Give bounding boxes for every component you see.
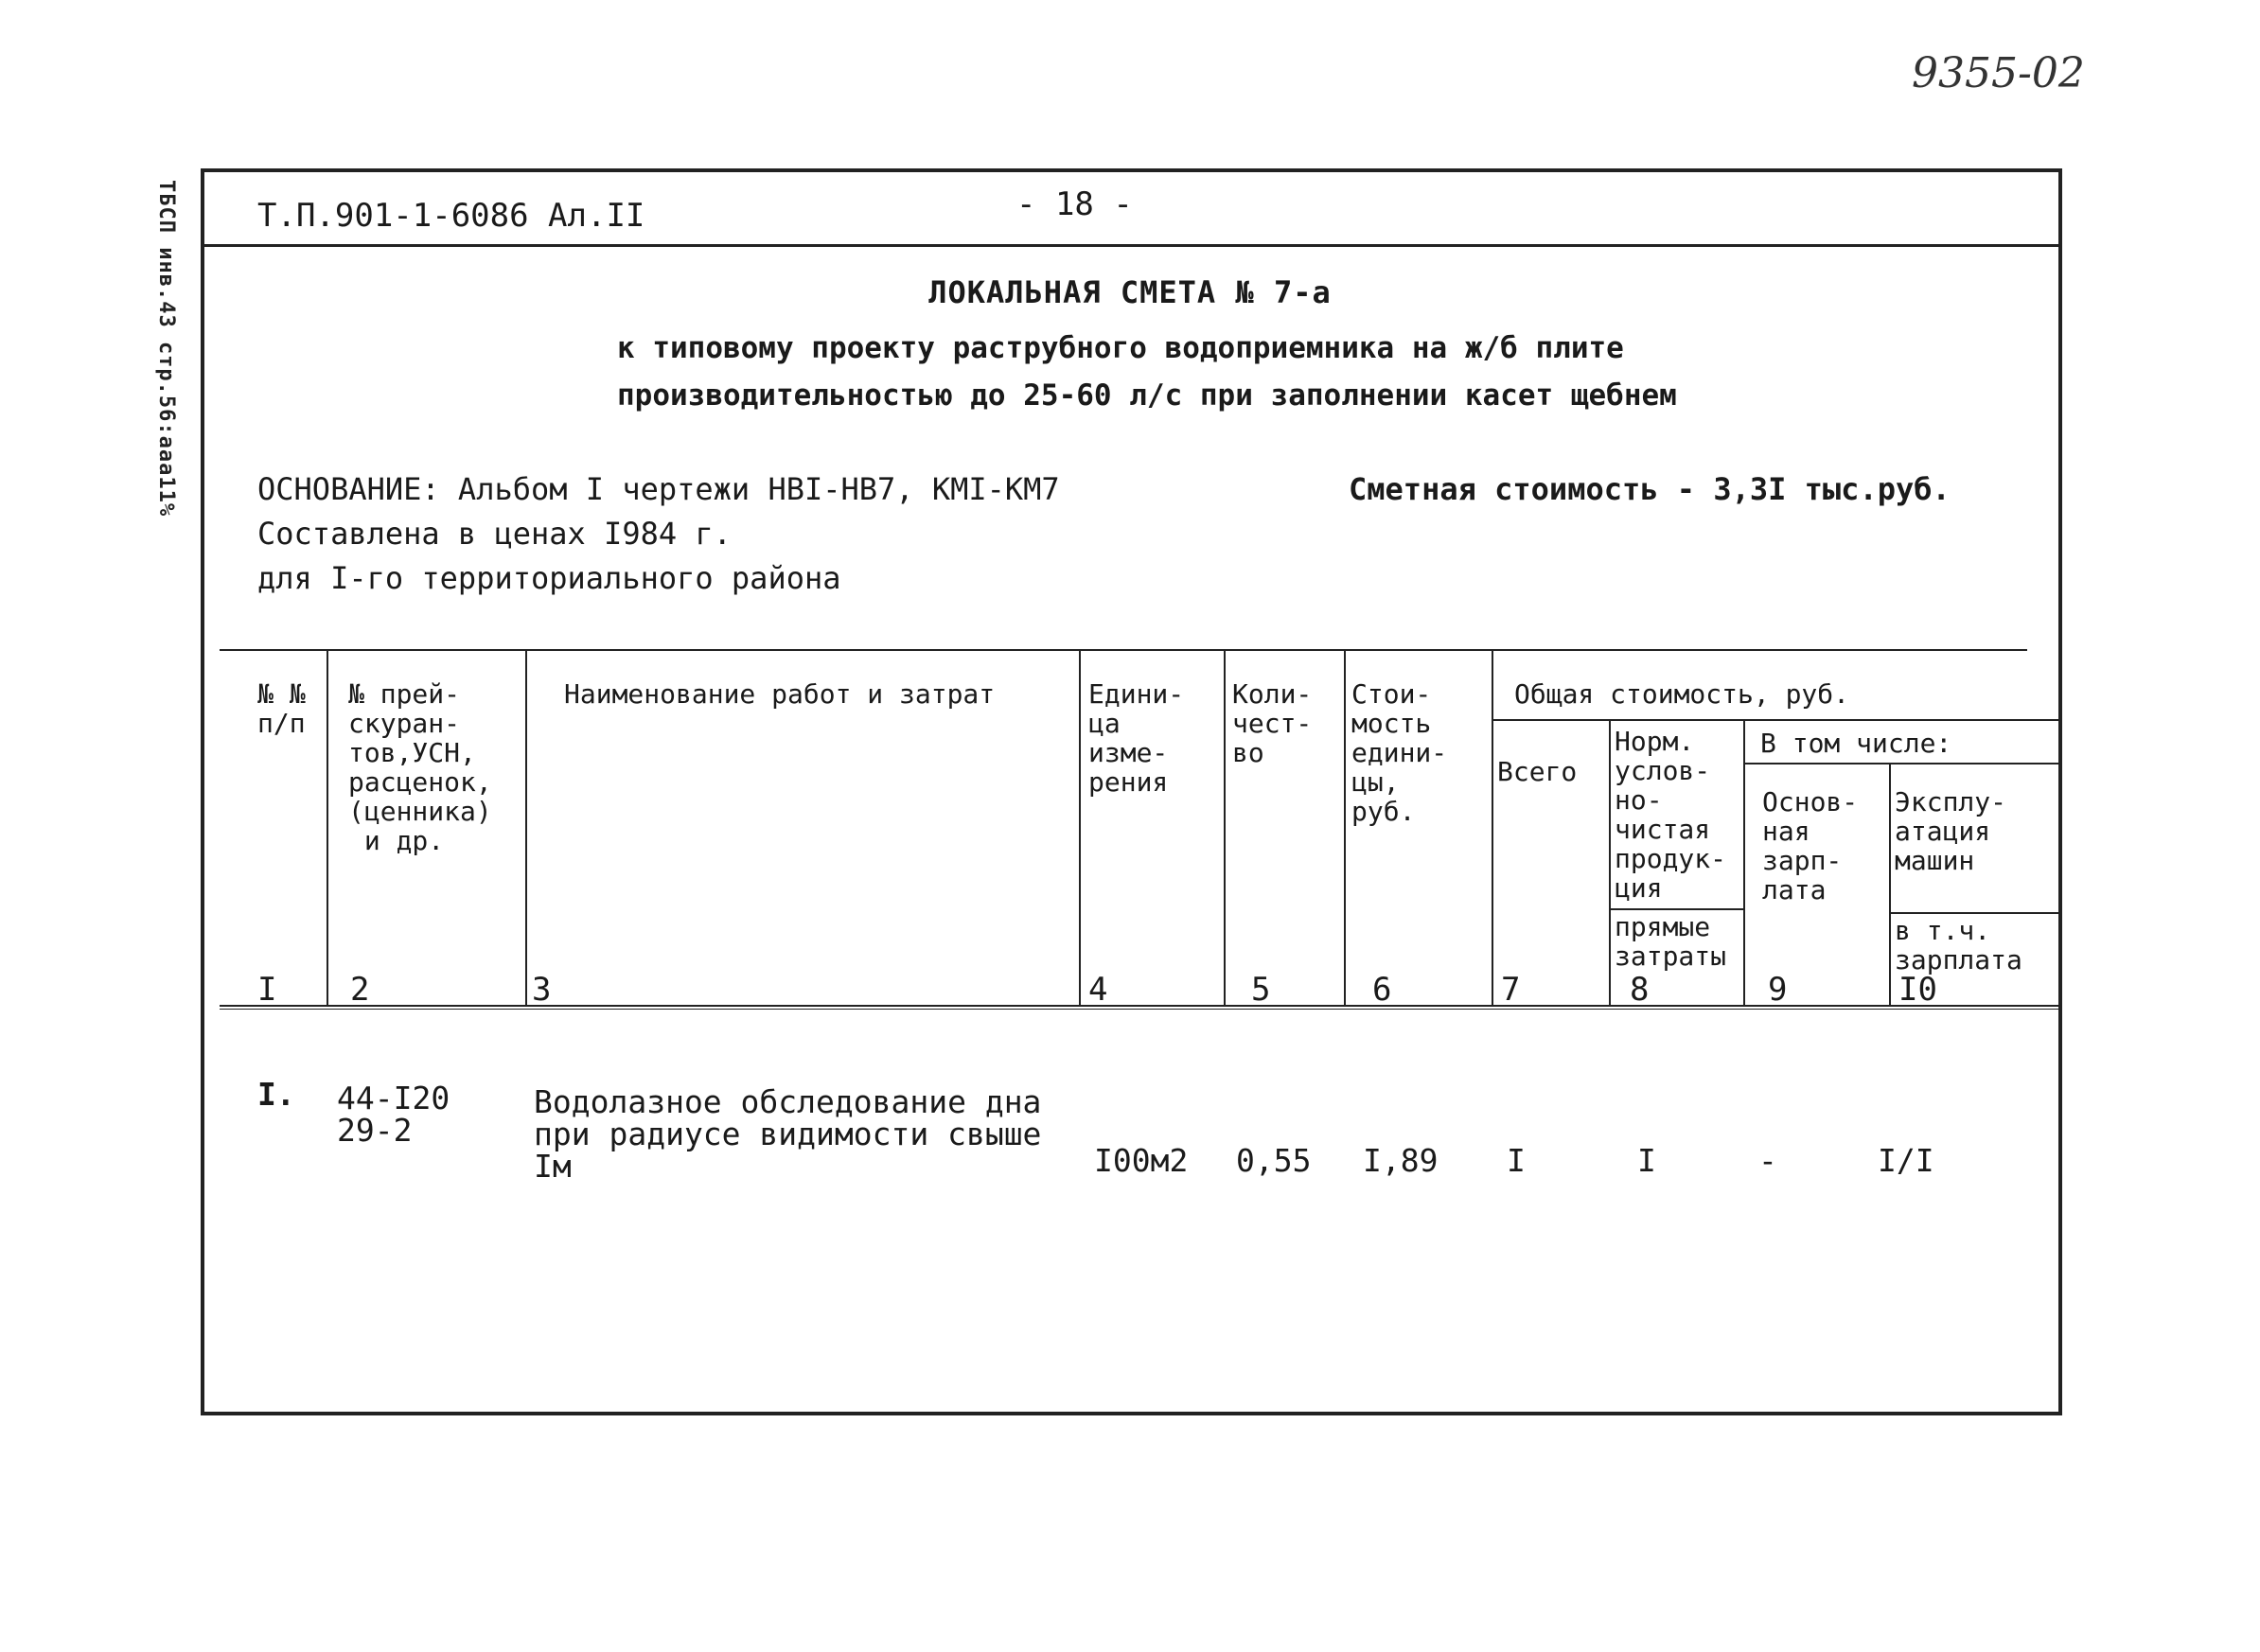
subtitle-line-2: производительностью до 25-60 л/с при заполнении касет щебнем — [617, 378, 1677, 413]
basis-line-2: Составлена в ценах I984 г. — [257, 516, 732, 552]
page-number: - 18 - — [1016, 185, 1133, 223]
table-top-rule — [220, 649, 2027, 651]
header-machines: Эксплу- атация машин — [1895, 786, 2007, 876]
estimate-title: ЛОКАЛЬНАЯ СМЕТА № 7-а — [928, 274, 1332, 310]
document-number: 9355-02 — [1912, 49, 2085, 97]
basis-line-1: ОСНОВАНИЕ: Альбом I чертежи НВI-НВ7, КМI-КМ7 — [257, 471, 1060, 507]
side-stamp: ТБСП инв.43 стр.56:ааа11% — [154, 180, 178, 518]
row-base-salary: - — [1758, 1142, 1777, 1179]
row-price-code: 44-I20 29-2 — [337, 1080, 450, 1149]
header-machines-salary: в т.ч. зарплата — [1895, 915, 2022, 975]
row-unit-price: I,89 — [1363, 1142, 1439, 1179]
col-number: 2 — [350, 971, 370, 1009]
row-quantity: 0,55 — [1236, 1142, 1312, 1179]
col-number: 9 — [1768, 971, 1788, 1009]
c10-split-rule — [1891, 912, 2061, 914]
col-divider-4 — [1224, 651, 1226, 1007]
row-total: I — [1507, 1142, 1526, 1179]
header-unit: Едини- ца изме- рения — [1088, 678, 1185, 798]
incl-group-rule — [1743, 763, 2061, 764]
col-number: I — [257, 971, 277, 1009]
header-work-name: Наименование работ и затрат — [564, 678, 996, 710]
header-base-salary: Основ- ная зарп- лата — [1762, 786, 1859, 905]
row-normative: I — [1637, 1142, 1656, 1179]
col-divider-7 — [1609, 721, 1611, 1007]
col-number: 6 — [1372, 971, 1392, 1009]
header-rule — [201, 244, 2062, 247]
project-code: Т.П.901-1-6086 Ал.II — [257, 197, 645, 235]
row-work-name: Водолазное обследование дна при радиусе видимости свыше Iм — [534, 1083, 1042, 1185]
header-unit-price: Стои- мость едини- цы, руб. — [1351, 678, 1448, 827]
row-unit: I00м2 — [1094, 1142, 1189, 1179]
header-row-number: № № п/п — [257, 678, 306, 739]
col-number: I0 — [1898, 971, 1937, 1009]
col-number: 7 — [1501, 971, 1521, 1009]
estimated-cost: Сметная стоимость - 3,3I тыс.руб. — [1349, 471, 1951, 507]
col-divider-8 — [1743, 721, 1745, 1007]
header-incl-group: В том числе: — [1760, 728, 1952, 759]
row-machines: I/I — [1878, 1142, 1934, 1179]
header-price-code: № прей- скуран- тов,УСН, расценок, (ценника) и др. — [348, 678, 492, 856]
header-normative: Норм. услов- но- чистая продук- ция — [1615, 726, 1727, 904]
subtitle-line-1: к типовому проекту раструбного водоприемника на ж/б плите — [617, 331, 1624, 365]
header-quantity: Коли- чест- во — [1232, 678, 1313, 768]
col-divider-1 — [327, 651, 328, 1007]
header-total: Всего — [1497, 756, 1578, 787]
col-number: 4 — [1088, 971, 1108, 1009]
col-number: 5 — [1251, 971, 1271, 1009]
basis-line-3: для I-го территориального района — [257, 560, 841, 596]
col-number: 3 — [532, 971, 552, 1009]
col-number: 8 — [1630, 971, 1650, 1009]
col-divider-2 — [525, 651, 527, 1007]
row-number: I. — [257, 1076, 295, 1113]
col-divider-6 — [1492, 651, 1493, 1007]
col-divider-3 — [1079, 651, 1081, 1007]
header-total-group: Общая стоимость, руб. — [1514, 678, 1850, 710]
column-numbers-rule — [220, 1009, 2061, 1010]
header-direct-costs: прямые затраты — [1615, 911, 1727, 972]
c8-split-rule — [1611, 908, 1745, 910]
col-divider-5 — [1344, 651, 1346, 1007]
col-divider-9 — [1889, 764, 1891, 1007]
total-group-rule — [1493, 719, 2061, 721]
